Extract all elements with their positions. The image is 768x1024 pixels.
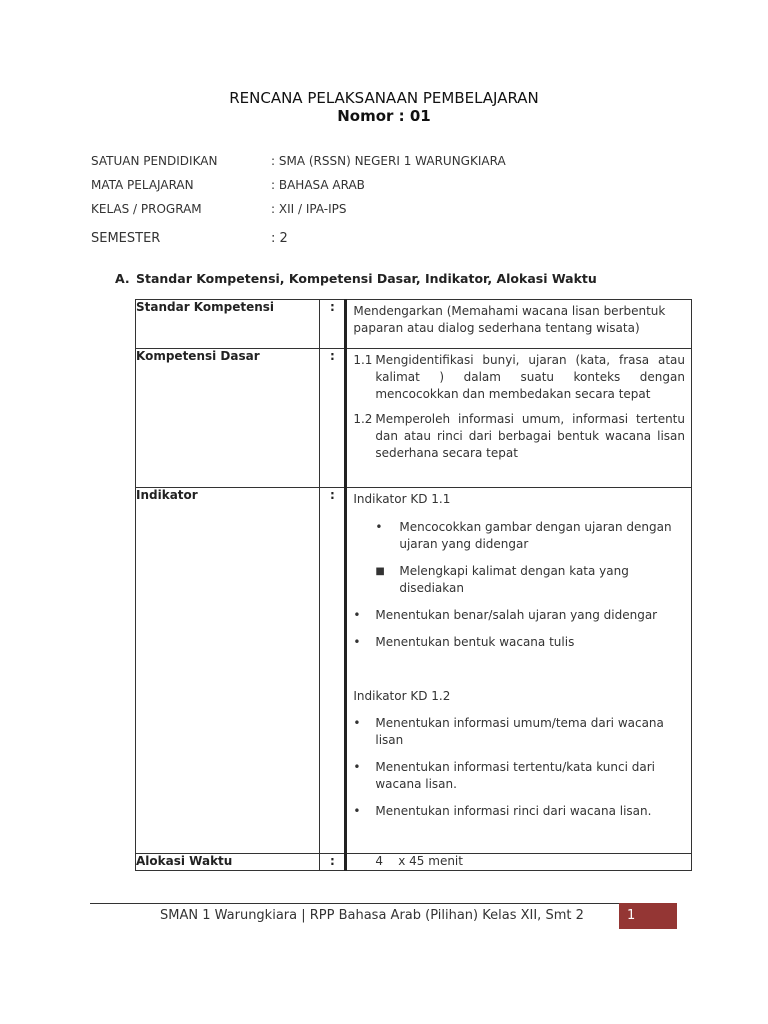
footer-text: SMAN 1 Warungkiara | RPP Bahasa Arab (Pilihan) Kelas XII, Smt 2 [160,908,584,923]
row-kompetensi-dasar [136,349,692,488]
indicator-text: Menentukan informasi rinci dari wacana lisan. [375,804,652,818]
meta-value-mapel: : BAHASA ARAB [271,178,365,192]
meta-value-semester: : 2 [271,231,288,246]
indikator-kd11-title: Indikator KD 1.1 [353,492,451,506]
kd-label: Kompetensi Dasar [136,349,320,488]
indicator-item [353,803,685,820]
meta-label-mapel: MATA PELAJARAN [91,178,194,192]
indicator-text: Mencocokkan gambar dengan ujaran dengan ujaran yang didengar [399,520,672,551]
indikator-label: Indikator [136,488,320,854]
document-number: Nomor : 01 [337,107,431,125]
row-indikator [136,488,692,854]
kd-item [353,411,685,462]
meta-label-semester: SEMESTER [91,231,161,246]
kd-number: 1.2 [353,412,373,426]
sk-text: Mendengarkan (Memahami wacana lisan berbentuk paparan atau dialog sederhana tentang wisata) [353,304,666,335]
indicator-text: Menentukan informasi tertentu/kata kunci dari wacana lisan. [375,760,655,791]
alokasi-label: Alokasi Waktu [136,854,320,871]
indicator-text: Menentukan informasi umum/tema dari wacana lisan [375,716,664,747]
kd-colon: : [320,349,346,488]
indicator-text: Menentukan benar/salah ujaran yang didengar [375,608,658,622]
indicator-item [353,607,685,624]
kd-number: 1.1 [353,353,373,367]
alokasi-colon: : [320,854,346,871]
footer-divider [90,903,620,904]
indicator-item [353,715,685,749]
competency-table [135,299,692,871]
indicator-text: Menentukan bentuk wacana tulis [375,635,575,649]
sk-label: Standar Kompetensi [136,300,320,349]
kd-item [353,352,685,403]
indikator-kd12-title: Indikator KD 1.2 [353,689,451,703]
indicator-text: Melengkapi kalimat dengan kata yang disediakan [399,564,629,595]
meta-value-satuan: : SMA (RSSN) NEGERI 1 WARUNGKIARA [271,154,506,168]
indicator-item [353,519,685,553]
row-standar-kompetensi [136,300,692,349]
bullet-icon: • [353,608,361,622]
row-alokasi-waktu [136,854,692,871]
kd-text: Memperoleh informasi umum, informasi tertentu dan atau rinci dari berbagai bentuk wacana lisan sederhana secara tepat [375,412,685,460]
indikator-colon: : [320,488,346,854]
sk-colon: : [320,300,346,349]
indicator-item [353,759,685,793]
section-a-heading: Standar Kompetensi, Kompetensi Dasar, Indikator, Alokasi Waktu [136,271,597,286]
alokasi-value: 4 x 45 menit [375,854,463,868]
bullet-icon: • [353,635,361,649]
section-a-marker: A. [115,271,130,286]
meta-label-satuan: SATUAN PENDIDIKAN [91,154,218,168]
indicator-item [353,634,685,651]
indicator-item [353,563,685,597]
page-number-badge: 1 [619,903,677,929]
bullet-icon: • [375,520,383,534]
bullet-icon: • [353,760,361,774]
meta-label-kelas: KELAS / PROGRAM [91,202,202,216]
bullet-icon: • [353,716,361,730]
kd-text: Mengidentifikasi bunyi, ujaran (kata, frasa atau kalimat ) dalam suatu konteks dengan mencocokkan dan membedakan secara tepat [375,353,685,401]
meta-value-kelas: : XII / IPA-IPS [271,202,347,216]
document-title: RENCANA PELAKSANAAN PEMBELAJARAN [229,89,539,107]
bullet-icon: • [353,804,361,818]
square-bullet-icon: ■ [375,566,385,577]
